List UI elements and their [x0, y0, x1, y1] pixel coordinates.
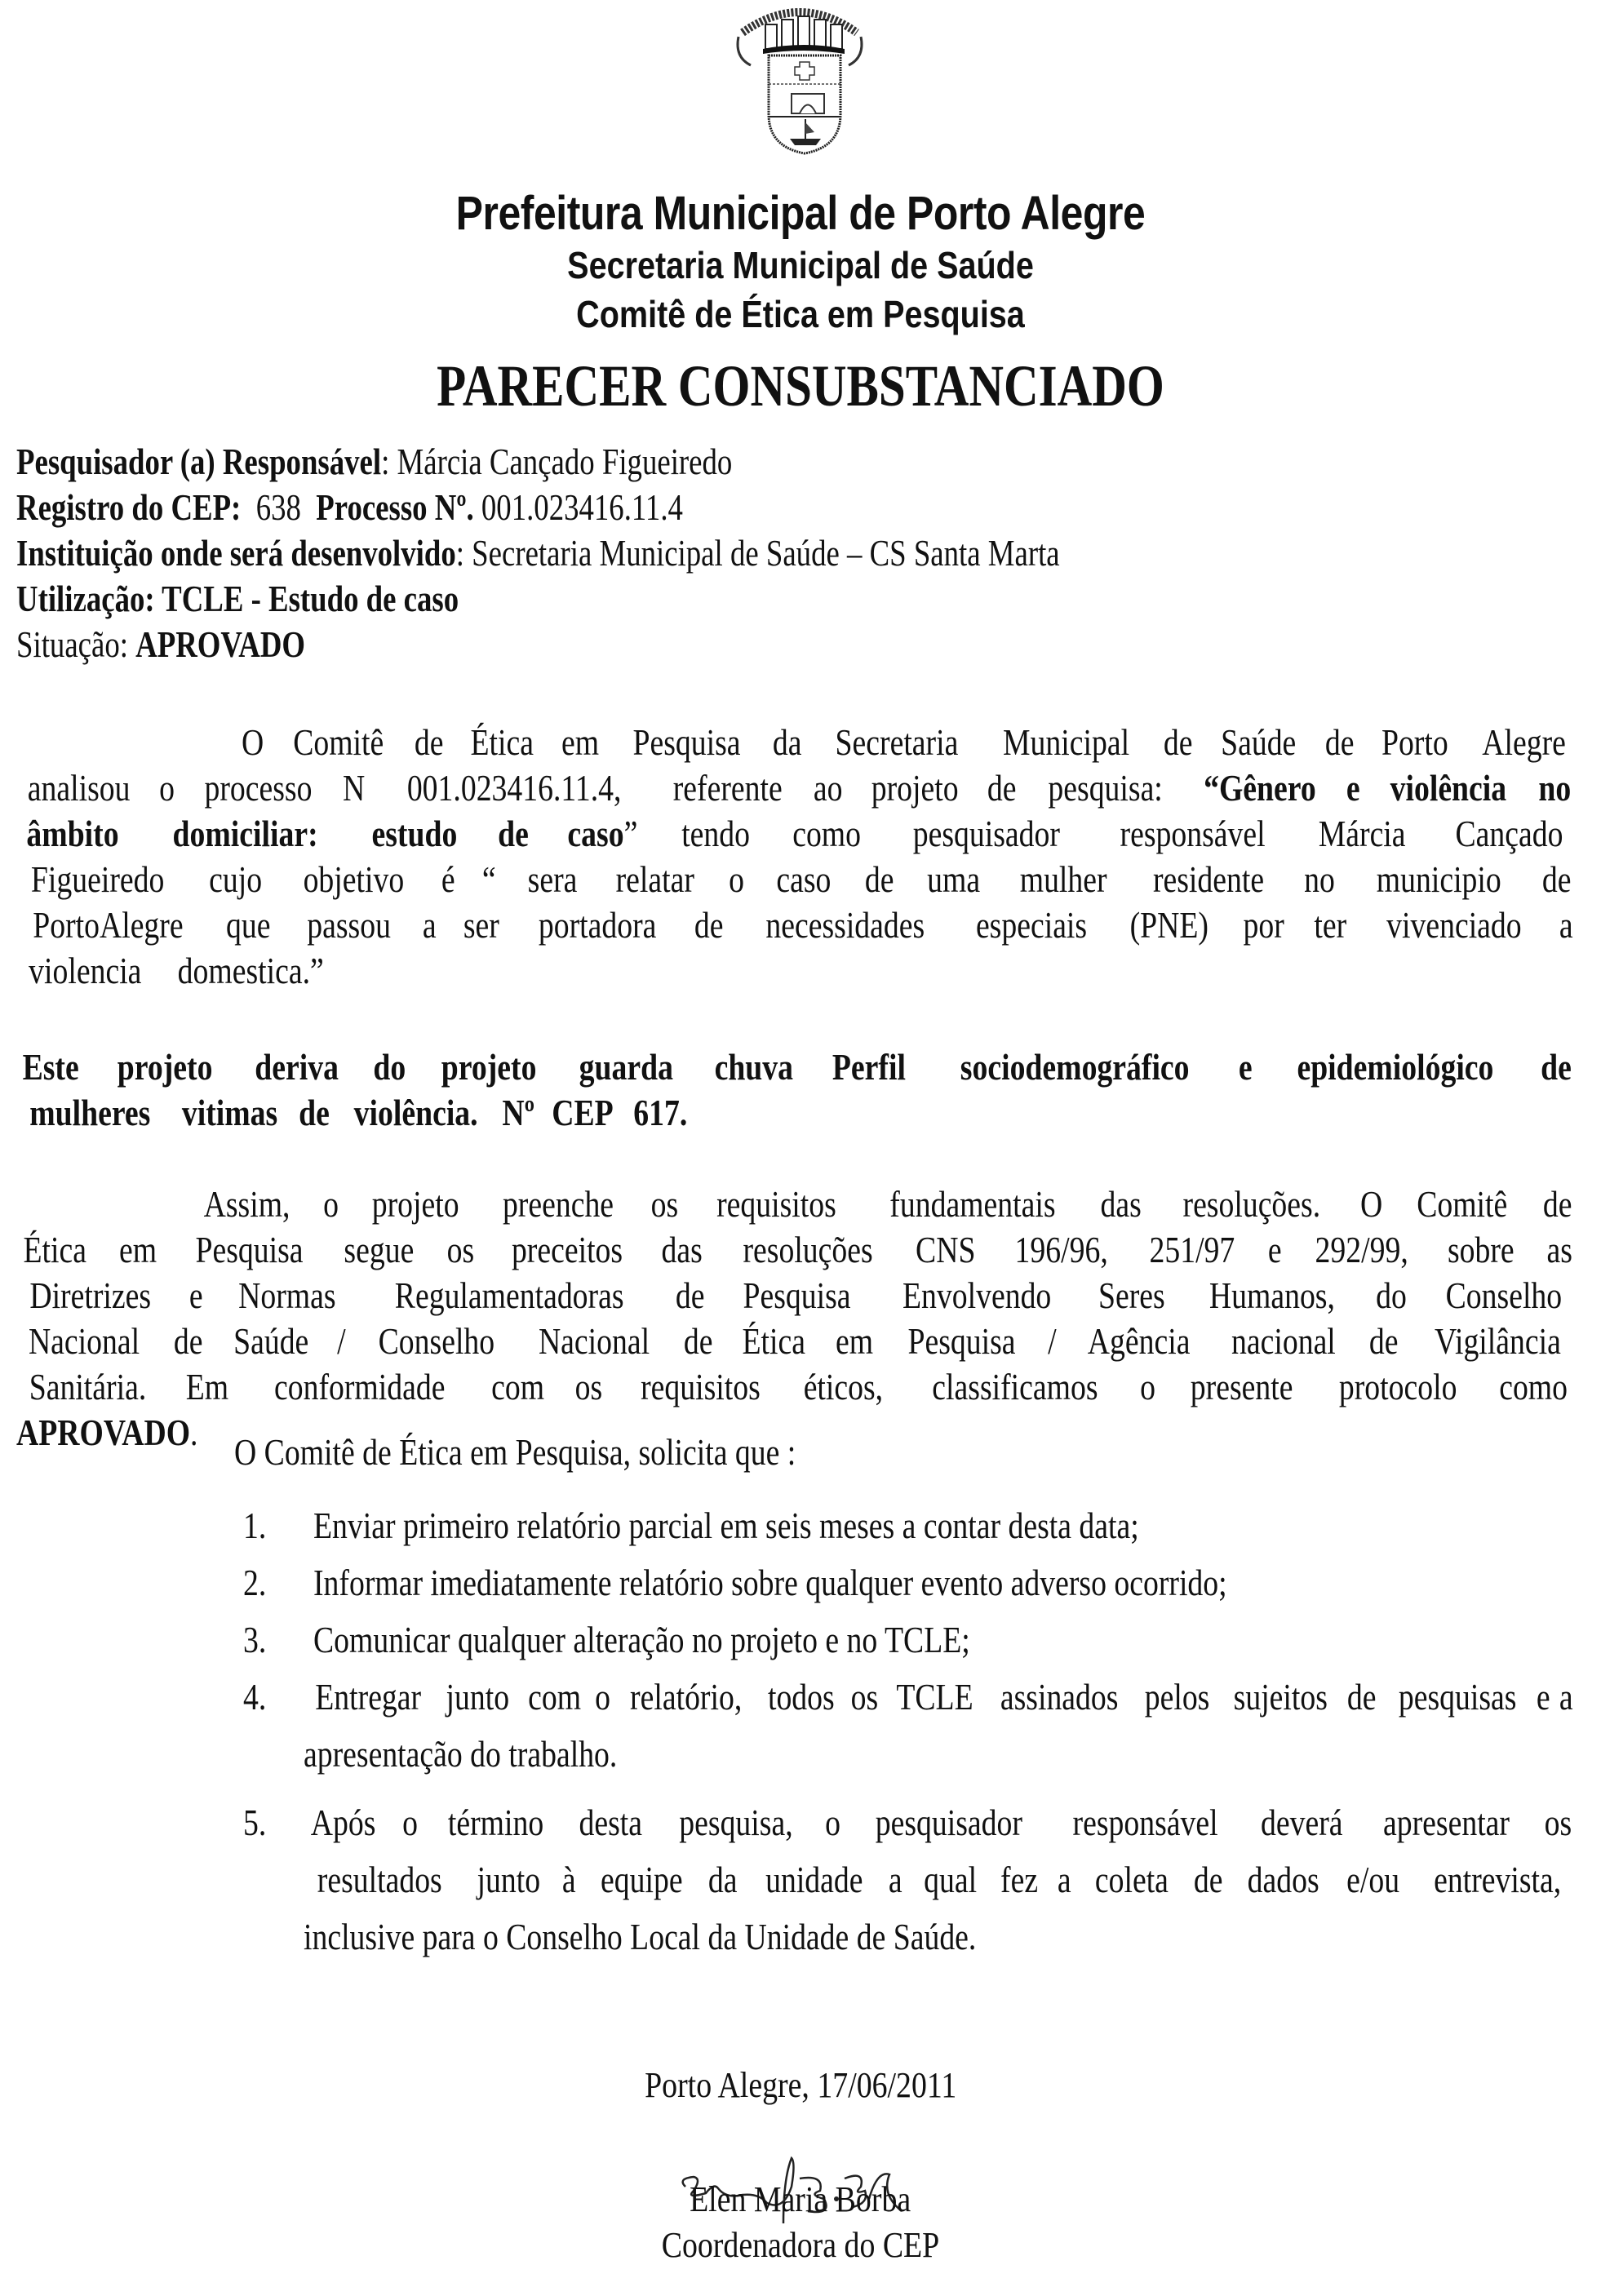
word: resoluções [743, 1229, 873, 1270]
paragraph-line [16, 765, 1575, 811]
word: de [1346, 1676, 1377, 1718]
word: de [1163, 721, 1193, 763]
word: assinados [1000, 1676, 1119, 1718]
word: é [441, 858, 455, 900]
word: em [561, 721, 600, 763]
word: de [174, 1320, 203, 1362]
word: qual [923, 1859, 977, 1900]
word: Cançado [1455, 813, 1563, 854]
word: da [772, 721, 802, 763]
word: e [1267, 1229, 1282, 1270]
document-title: PARECER CONSUBSTANCIADO [437, 353, 1164, 419]
word: das [1100, 1183, 1142, 1225]
word: domestica.” [177, 950, 324, 991]
word: Seres [1098, 1274, 1165, 1316]
word: Saúde [233, 1320, 309, 1362]
word: projeto [871, 767, 959, 809]
status-value: APROVADO [135, 623, 306, 665]
word: Ética [742, 1320, 805, 1362]
word: e [1346, 767, 1360, 809]
word: Perfil [832, 1046, 906, 1088]
word: CNS [916, 1229, 976, 1270]
word: de [498, 813, 529, 854]
word: caso [776, 858, 832, 900]
word: o [1139, 1366, 1155, 1407]
list-item-text: inclusive para o Conselho Local da Unidade de Saúde. [304, 1916, 977, 1957]
word: sociodemográfico [960, 1046, 1190, 1088]
list-item-number: 5. [243, 1802, 267, 1843]
word: CEP [552, 1092, 614, 1133]
word: especiais [975, 904, 1088, 946]
word: com [491, 1366, 544, 1407]
word: em [119, 1229, 157, 1270]
word: o [729, 858, 744, 900]
word: desta [579, 1802, 642, 1843]
municipality-title: Prefeitura Municipal de Porto Alegre [455, 187, 1146, 240]
word: Normas [238, 1274, 336, 1316]
usage-line: Utilização: TCLE - Estudo de caso [16, 578, 459, 619]
word: deriva [254, 1046, 339, 1088]
word: a [1559, 904, 1573, 946]
paragraph-line [16, 811, 1575, 857]
word: epidemiológico [1297, 1046, 1494, 1088]
status-label: Situação: [16, 623, 136, 665]
word: Agência [1087, 1320, 1191, 1362]
word: âmbito [26, 813, 119, 854]
word: e/ou [1346, 1859, 1400, 1900]
word: Este [22, 1046, 79, 1088]
list-item-number: 3. [243, 1619, 267, 1660]
word: 001.023416.11.4, [406, 767, 621, 809]
word: projeto [441, 1046, 537, 1088]
word: de [1193, 1859, 1223, 1900]
paragraph-line [304, 1857, 1575, 1903]
word: da [708, 1859, 738, 1900]
word: o [159, 767, 175, 809]
researcher-value: : Márcia Cançado Figueiredo [381, 441, 733, 482]
place-date: Porto Alegre, 17/06/2011 [644, 2065, 957, 2105]
list-item-number: 2. [243, 1562, 267, 1603]
word: O [241, 721, 264, 763]
word: necessidades [765, 904, 925, 946]
word: coleta [1094, 1859, 1169, 1900]
word: Humanos, [1209, 1274, 1336, 1316]
word: projeto [371, 1183, 459, 1225]
word: unidade [765, 1859, 863, 1900]
word: PortoAlegre [33, 904, 184, 946]
word: segue [344, 1229, 415, 1270]
word: ao [813, 767, 843, 809]
word: dados [1247, 1859, 1319, 1900]
word: junto [477, 1859, 540, 1900]
word: preenche [503, 1183, 614, 1225]
word: como [792, 813, 862, 854]
period: . [190, 1412, 198, 1453]
word: portadora [538, 904, 657, 946]
word: os [850, 1676, 879, 1718]
word: de [676, 1274, 705, 1316]
word: Porto [1381, 721, 1448, 763]
word: pesquisador [876, 1802, 1023, 1843]
word: do [373, 1046, 406, 1088]
word: o [323, 1183, 339, 1225]
committee-subtitle: Comitê de Ética em Pesquisa [576, 293, 1025, 335]
word: os [651, 1183, 679, 1225]
word: violência [1390, 767, 1506, 809]
word: pelos [1144, 1676, 1210, 1718]
word: Em [185, 1366, 228, 1407]
word: responsável [1072, 1802, 1218, 1843]
paragraph-line [239, 720, 1575, 765]
word: projeto [118, 1046, 213, 1088]
word: passou [306, 904, 391, 946]
word: junto [446, 1676, 509, 1718]
word: deverá [1260, 1802, 1343, 1843]
word: Alegre [1481, 721, 1566, 763]
word: a [423, 904, 437, 946]
word: de [1324, 721, 1355, 763]
word: uma [926, 858, 980, 900]
paragraph-line [16, 948, 1575, 994]
word: TCLE [895, 1676, 973, 1718]
word: presente [1190, 1366, 1293, 1407]
word: resultados [317, 1859, 442, 1900]
word: de [1369, 1320, 1399, 1362]
researcher-line [16, 439, 732, 485]
word: conformidade [273, 1366, 446, 1407]
process-label: Processo Nº. [316, 486, 474, 528]
word: “ [482, 858, 496, 900]
word: Saúde [1221, 721, 1297, 763]
word: que [226, 904, 271, 946]
word: cujo [209, 858, 263, 900]
word: Secretaria [835, 721, 959, 763]
word: / [1047, 1320, 1057, 1362]
paragraph-line [304, 1674, 1575, 1720]
word: violencia [29, 950, 142, 991]
word: e [1537, 1676, 1551, 1718]
word: Pesquisa [195, 1229, 304, 1270]
word: Conselho [1445, 1274, 1563, 1316]
word: objetivo [303, 858, 405, 900]
process-value: 001.023416.11.4 [481, 486, 683, 528]
word: residente [1153, 858, 1265, 900]
word: Municipal [1002, 721, 1129, 763]
word: Entregar [315, 1676, 422, 1718]
list-item-text: Comunicar qualquer alteração no projeto e no TCLE; [313, 1619, 970, 1660]
status-line [16, 622, 305, 667]
word: responsável [1120, 813, 1266, 854]
approved-word: APROVADO [16, 1412, 191, 1453]
word: de [684, 1320, 713, 1362]
word: à [561, 1859, 576, 1900]
word: como [1498, 1366, 1568, 1407]
word: 292/99, [1315, 1229, 1408, 1270]
word: pesquisas [1398, 1676, 1517, 1718]
word: requisitos [640, 1366, 761, 1407]
word: domiciliar: [172, 813, 318, 854]
word: das [661, 1229, 703, 1270]
word: Nacional [28, 1320, 140, 1362]
word: Márcia [1319, 813, 1406, 854]
word: sobre [1448, 1229, 1515, 1270]
word: pesquisa, [679, 1802, 793, 1843]
paragraph-line [194, 1181, 1575, 1227]
word: por [1243, 904, 1284, 946]
word: no [1304, 858, 1335, 900]
word: vitimas [181, 1092, 277, 1133]
registry-line [16, 485, 683, 530]
signer-name: Elen Maria Borba [690, 2179, 911, 2219]
word: Conselho [378, 1320, 494, 1362]
word: (PNE) [1129, 904, 1209, 946]
word: caso” [567, 813, 638, 854]
word: e [1238, 1046, 1253, 1088]
word: tendo [681, 813, 750, 854]
word: éticos, [804, 1366, 884, 1407]
word: relatório, [630, 1676, 743, 1718]
word: de [987, 767, 1017, 809]
word: Envolvendo [902, 1274, 1052, 1316]
word: fez [1000, 1859, 1039, 1900]
word: violência. [353, 1092, 478, 1133]
word: N [342, 767, 365, 809]
word: no [1538, 767, 1572, 809]
paragraph-line [16, 1273, 1575, 1319]
word: a [1559, 1676, 1573, 1718]
word: / [336, 1320, 346, 1362]
list-item-number: 1. [243, 1505, 267, 1546]
word: Vigilância [1435, 1320, 1561, 1362]
word: e [188, 1274, 203, 1316]
registry-value: 638 [255, 486, 301, 528]
word: Regulamentadoras [395, 1274, 624, 1316]
word: apresentar [1383, 1802, 1510, 1843]
researcher-label: Pesquisador (a) Responsável [16, 441, 382, 482]
word: a [1058, 1859, 1071, 1900]
word: os [1544, 1802, 1572, 1843]
word: analisou [27, 767, 131, 809]
word: Comitê [293, 721, 384, 763]
word: 196/96, [1014, 1229, 1108, 1270]
word: protocolo [1338, 1366, 1457, 1407]
word: de [1542, 858, 1572, 900]
word: de [414, 721, 444, 763]
approved-final [16, 1410, 197, 1456]
word: de [694, 904, 724, 946]
paragraph-line [16, 857, 1575, 902]
signer-role: Coordenadora do CEP [661, 2225, 940, 2265]
paragraph-line [16, 1090, 1575, 1136]
word: de [864, 858, 894, 900]
word: Pesquisa [743, 1274, 851, 1316]
paragraph-line [16, 902, 1575, 948]
word: do [1375, 1274, 1407, 1316]
word: guarda [579, 1046, 674, 1088]
word: o [594, 1676, 610, 1718]
registry-label: Registro do CEP: [16, 486, 242, 528]
word: preceitos [511, 1229, 623, 1270]
word: todos [767, 1676, 835, 1718]
word: de [1542, 1183, 1572, 1225]
word: Figueiredo [30, 858, 165, 900]
institution-value: : Secretaria Municipal de Saúde – CS Santa Marta [455, 532, 1060, 574]
word: classificamos [932, 1366, 1098, 1407]
word: os [446, 1229, 475, 1270]
word: de [298, 1092, 330, 1133]
word: Pesquisa [632, 721, 741, 763]
word: as [1546, 1229, 1572, 1270]
word: Diretrizes [29, 1274, 152, 1316]
word: de [1541, 1046, 1572, 1088]
word: 251/97 [1149, 1229, 1235, 1270]
word: mulher [1019, 858, 1107, 900]
word: vivenciado [1386, 904, 1522, 946]
word: Sanitária. [29, 1366, 147, 1407]
word: sujeitos [1233, 1676, 1328, 1718]
list-item-text: apresentação do trabalho. [304, 1733, 618, 1775]
word: “Gênero [1204, 767, 1316, 809]
word: Pesquisa [907, 1320, 1016, 1362]
paragraph-line [16, 1319, 1575, 1364]
word: referente [672, 767, 783, 809]
word: O [1359, 1183, 1383, 1225]
word: resoluções. [1182, 1183, 1321, 1225]
word: relatar [615, 858, 694, 900]
list-item-text: Enviar primeiro relatório parcial em seis meses a contar desta data; [313, 1505, 1139, 1546]
word: mulheres [29, 1092, 151, 1133]
paragraph-line [16, 1044, 1575, 1090]
word: Após [310, 1802, 376, 1843]
word: chuva [714, 1046, 794, 1088]
word: requisitos [716, 1183, 837, 1225]
word: Ética [470, 721, 534, 763]
word: nacional [1231, 1320, 1336, 1362]
paragraph-line [16, 1364, 1575, 1410]
requests-intro: O Comitê de Ética em Pesquisa, solicita que : [234, 1431, 796, 1473]
list-item-number: 4. [243, 1676, 267, 1718]
word: ser [463, 904, 500, 946]
word: Nacional [538, 1320, 650, 1362]
word: em [835, 1320, 873, 1362]
word: sera [527, 858, 578, 900]
word: estudo [371, 813, 458, 854]
word: fundamentais [889, 1183, 1056, 1225]
word: pesquisa: [1048, 767, 1163, 809]
word: pesquisador [912, 813, 1060, 854]
paragraph-line [16, 1227, 1575, 1273]
institution-line [16, 530, 1060, 576]
word: o [824, 1802, 840, 1843]
word: término [447, 1802, 543, 1843]
word: equipe [600, 1859, 683, 1900]
word: ter [1314, 904, 1346, 946]
secretariat-subtitle: Secretaria Municipal de Saúde [567, 244, 1034, 286]
word: municipio [1376, 858, 1501, 900]
word: Ética [23, 1229, 86, 1270]
word: 617. [633, 1092, 688, 1133]
word: com [528, 1676, 582, 1718]
list-item-text: Informar imediatamente relatório sobre qualquer evento adverso ocorrido; [313, 1562, 1227, 1603]
city-crest-logo [718, 0, 881, 155]
institution-label: Instituição onde será desenvolvido [16, 532, 456, 574]
word: Nº [502, 1092, 535, 1133]
word: os [574, 1366, 603, 1407]
word: Comitê [1417, 1183, 1508, 1225]
word: entrevista, [1433, 1859, 1561, 1900]
word: processo [204, 767, 313, 809]
paragraph-line [304, 1800, 1575, 1846]
word: o [401, 1802, 418, 1843]
word: a [889, 1859, 903, 1900]
word: Assim, [203, 1183, 290, 1225]
